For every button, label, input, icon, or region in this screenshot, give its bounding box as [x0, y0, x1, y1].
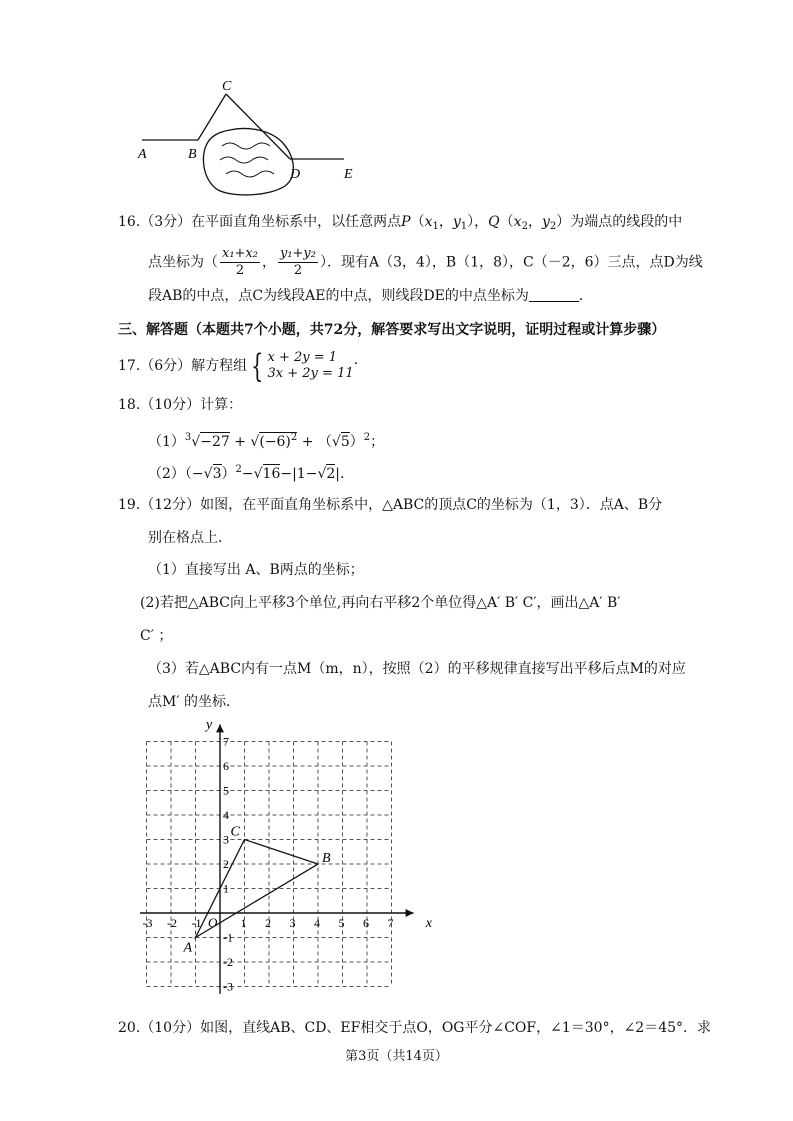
- y-tick-label: 7: [223, 734, 229, 749]
- y-tick-label: 5: [223, 783, 229, 798]
- fraction-y: $\frac{\text{y₁+y₂}}{2}$: [279, 246, 316, 278]
- segment-bc: [198, 94, 226, 140]
- label-a: A: [138, 147, 147, 162]
- q19-line1: 19.（12分）如图，在平面直角坐标系中，△ABC的顶点C的坐标为（1，3）．点A、B分: [118, 497, 663, 513]
- river-figure: [130, 72, 370, 202]
- label-b: B: [188, 147, 197, 162]
- y-tick-label: -3: [223, 979, 233, 994]
- answer-blank: [529, 287, 579, 302]
- x-tick-label: 3: [289, 916, 296, 930]
- label-e: E: [344, 167, 353, 182]
- q19-line7: 点M′ 的坐标．: [148, 694, 240, 710]
- q16-line1: 16.（3分）在平面直角坐标系中，以任意两点$P(x_1$，$y_1$），$Q(x_2$，$y_2$）为端点的线段的中: [118, 214, 683, 232]
- q19-line3: （1）直接写出 A、B两点的坐标；: [148, 562, 364, 578]
- q19-line5: C′ ；: [140, 628, 173, 644]
- q18-part2: $(2)(-√3)^2-√16-|1-√2|$.: [148, 464, 345, 482]
- equation-system: x + 2y = 1 3x + 2y = 11: [267, 350, 354, 381]
- y-tick-label: 1: [223, 881, 229, 896]
- radical-icon: √: [203, 466, 213, 482]
- brace-icon: {: [251, 347, 264, 385]
- y-tick-label: -1: [223, 930, 233, 945]
- x-tick-label: 1: [240, 916, 247, 930]
- q20-line1: 20.（10分）如图，直线AB、CD、EF相交于点O，OG平分∠COF，∠1＝30°，∠2＝45°．求: [118, 1020, 712, 1036]
- q18-part1: $(1)^3√-27 + √(-6)^2 + (√5)^2$；: [148, 432, 385, 450]
- y-axis-label: y: [206, 717, 213, 733]
- x-axis-label: x: [425, 916, 433, 931]
- coordinate-grid: [140, 712, 450, 1002]
- x-tick-label: -3: [142, 916, 153, 930]
- section-3-heading: 三、解答题（本题共7个小题，共72分，解答要求写出文字说明，证明过程或计算步骤）: [118, 322, 666, 338]
- q16-line3: 段AB的中点，点C为线段AE的中点，则线段DE的中点坐标为 ．: [148, 288, 593, 304]
- radical-icon: √: [331, 434, 341, 450]
- x-tick-label: 2: [265, 916, 271, 930]
- y-tick-label: -2: [223, 955, 233, 969]
- q16-line2: 点坐标为（ $\frac{\text{x₁+x₂}}{2}$ ， $\frac{\text{y₁+y₂}}{2}$ ）．现有A（3，4），B（1，8），C（－2，6）三点，点D为线: [148, 246, 703, 278]
- x-tick-label: 4: [314, 916, 320, 930]
- q17-line: 17.（6分）解方程组 { x + 2y = 1 3x + 2y = 11 .: [118, 347, 359, 385]
- q19-line4: (2)若把△ABC向上平移3个单位,再向右平移2个单位得△A′ B′ C′，画出△A′ B′: [140, 595, 621, 611]
- radical-icon: √: [250, 434, 260, 450]
- radical-icon: √: [317, 466, 327, 482]
- x-axis-arrow-icon: [406, 909, 414, 917]
- y-tick-label: 4: [223, 808, 229, 822]
- label-d: D: [290, 167, 301, 182]
- label-c: C: [222, 79, 232, 94]
- wave-line: [220, 157, 268, 163]
- segment-cd: [226, 94, 290, 159]
- wave-line: [226, 171, 274, 177]
- vertex-label-c: C: [230, 824, 240, 840]
- page-footer: 第3页（共14页）: [345, 1049, 448, 1064]
- y-axis-arrow-icon: [216, 724, 224, 732]
- q18-title: 18.（10分）计算：: [118, 397, 243, 413]
- y-tick-label: 3: [223, 832, 229, 847]
- radical-icon: √: [253, 466, 263, 482]
- x-tick-label: 5: [338, 916, 345, 930]
- y-tick-label: 6: [223, 759, 229, 773]
- x-tick-label: 7: [387, 916, 394, 930]
- wave-line: [222, 143, 270, 149]
- y-tick-label: 2: [223, 857, 229, 871]
- radical-icon: √: [191, 434, 201, 450]
- x-tick-label: -2: [167, 916, 177, 930]
- vertex-label-b: B: [322, 851, 331, 866]
- q19-line2: 别在格点上．: [148, 530, 232, 546]
- q19-line6: （3）若△ABC内有一点M（m，n），按照（2）的平移规律直接写出平移后点M的对应: [148, 661, 686, 677]
- fraction-x: $\frac{\text{x₁+x₂}}{2}$: [222, 246, 258, 278]
- vertex-label-a: A: [183, 940, 193, 956]
- x-tick-label: -1: [191, 916, 202, 930]
- x-tick-label: 6: [363, 916, 369, 930]
- origin-label: O: [208, 915, 218, 930]
